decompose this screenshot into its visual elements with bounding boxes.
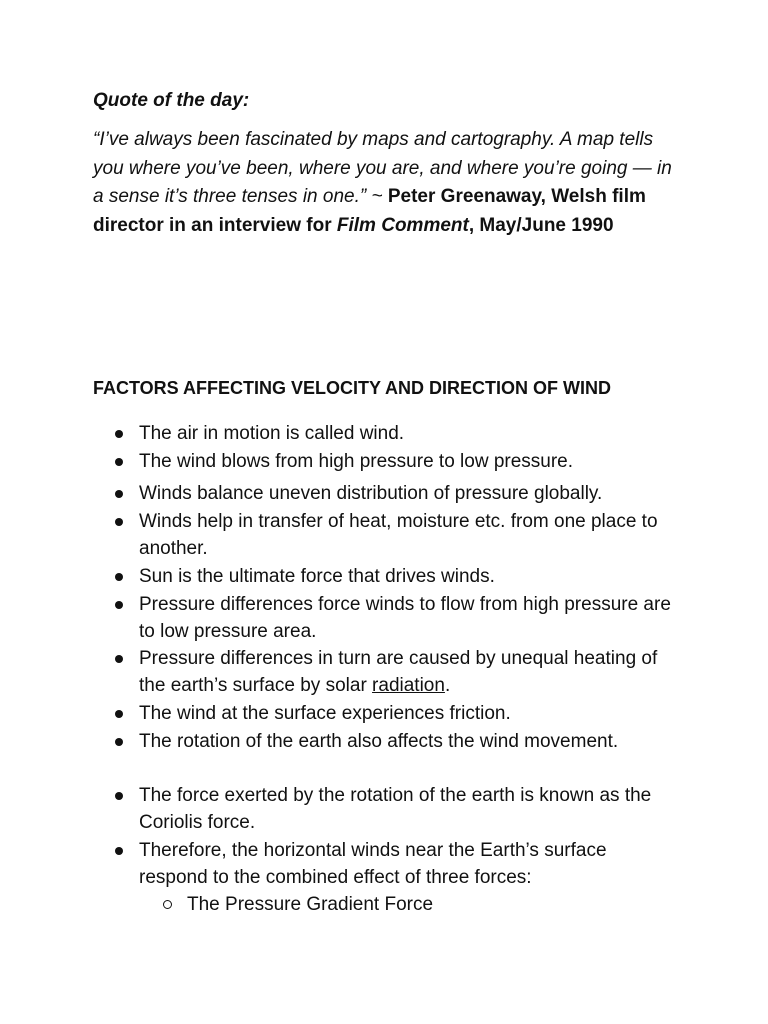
quote-publication: Film Comment bbox=[336, 214, 469, 236]
quote-date: , May/June 1990 bbox=[468, 214, 614, 236]
quote-heading: Quote of the day: bbox=[93, 90, 250, 111]
list-item-text-part: Pressure differences in turn are caused by unequal heating of the earth’s surface by solar bbox=[139, 648, 658, 696]
quote-text: “I’ve always been fascinated by maps and cartography. A map tells you where you’ve been, where you are, and where you’re going — in a sense it’s three tenses in one.” bbox=[93, 129, 672, 208]
list-item-text: Pressure differences force winds to flow from high pressure are to low pressure area. bbox=[139, 594, 671, 642]
bullet-dot-icon bbox=[115, 847, 123, 855]
quote-attribution: Peter Greenaway, Welsh film director in an interview for bbox=[93, 186, 646, 236]
section-title: FACTORS AFFECTING VELOCITY AND DIRECTION OF WIND bbox=[93, 378, 612, 398]
list-item bbox=[115, 782, 675, 836]
list-item-text-part: . bbox=[444, 675, 451, 696]
list-item-text: The rotation of the earth also affects the wind movement. bbox=[139, 731, 619, 752]
list-item-text: Winds balance uneven distribution of pressure globally. bbox=[139, 483, 603, 504]
bullet-dot-icon bbox=[115, 792, 123, 800]
list-item-text: Winds help in transfer of heat, moisture etc. from one place to another. bbox=[139, 511, 658, 559]
list-item bbox=[115, 728, 675, 755]
list-item bbox=[115, 448, 675, 475]
list-item bbox=[115, 508, 675, 562]
list-item-text: The wind at the surface experiences friction. bbox=[139, 703, 511, 724]
list-item bbox=[115, 645, 675, 699]
list-item-text: Therefore, the horizontal winds near the Earth’s surface respond to the combined effect of three forces: bbox=[139, 840, 607, 888]
list-item bbox=[115, 837, 675, 891]
bullet-dot-icon bbox=[115, 738, 123, 746]
bullet-dot-icon bbox=[115, 458, 123, 466]
list-item-text: Sun is the ultimate force that drives winds. bbox=[139, 566, 495, 587]
list-item bbox=[115, 420, 675, 447]
bullet-dot-icon bbox=[115, 573, 123, 581]
list-item bbox=[115, 480, 675, 507]
bullet-dot-icon bbox=[115, 655, 123, 663]
sub-list-item bbox=[163, 891, 663, 918]
bullet-dot-icon bbox=[115, 601, 123, 609]
list-item bbox=[115, 563, 675, 590]
radiation-link[interactable]: radiation bbox=[372, 675, 445, 696]
list-item-text: The air in motion is called wind. bbox=[139, 423, 405, 444]
list-item bbox=[115, 700, 675, 727]
bullet-dot-icon bbox=[115, 490, 123, 498]
list-item-text bbox=[139, 645, 675, 699]
list-item-text: The wind blows from high pressure to low pressure. bbox=[139, 451, 574, 472]
bullet-dot-icon bbox=[115, 430, 123, 438]
bullet-dot-icon bbox=[115, 518, 123, 526]
sub-list-item-text: The Pressure Gradient Force bbox=[187, 894, 434, 915]
hollow-circle-icon bbox=[163, 900, 172, 909]
list-item-text: The force exerted by the rotation of the earth is known as the Coriolis force. bbox=[139, 785, 652, 833]
quote-paragraph bbox=[93, 126, 683, 240]
bullet-dot-icon bbox=[115, 710, 123, 718]
quote-tilde: ~ bbox=[366, 186, 388, 208]
list-item bbox=[115, 591, 675, 645]
